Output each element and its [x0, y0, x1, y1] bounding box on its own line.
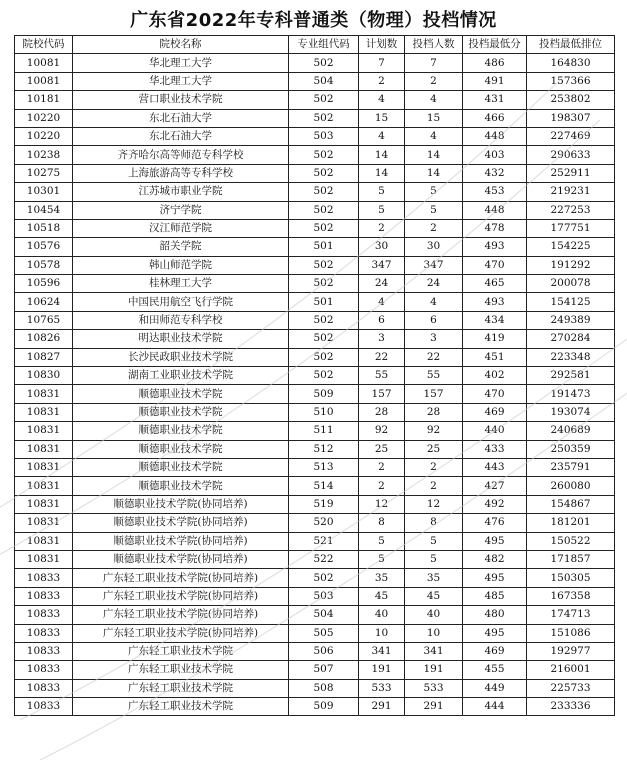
cell-min-rank: 260080 — [527, 477, 615, 495]
cell-min-rank: 193074 — [527, 403, 615, 421]
cell-school-name: 华北理工大学 — [73, 72, 289, 90]
cell-plan-count: 4 — [359, 91, 405, 109]
cell-plan-count: 35 — [359, 569, 405, 587]
cell-min-rank: 253802 — [527, 91, 615, 109]
cell-admitted-count: 8 — [405, 514, 463, 532]
cell-admitted-count: 10 — [405, 624, 463, 642]
cell-plan-count: 15 — [359, 109, 405, 127]
cell-admitted-count: 40 — [405, 606, 463, 624]
cell-plan-count: 14 — [359, 146, 405, 164]
cell-school-name: 广东轻工职业技术学院 — [73, 661, 289, 679]
cell-group-code: 502 — [289, 183, 359, 201]
cell-school-name: 广东轻工职业技术学院(协同培养) — [73, 606, 289, 624]
cell-min-score: 469 — [463, 642, 527, 660]
cell-min-rank: 154125 — [527, 293, 615, 311]
cell-min-rank: 171857 — [527, 550, 615, 568]
cell-school-name: 顺德职业技术学院 — [73, 403, 289, 421]
cell-admitted-count: 22 — [405, 348, 463, 366]
table-row — [15, 275, 615, 293]
cell-group-code: 502 — [289, 54, 359, 72]
cell-min-rank: 292581 — [527, 367, 615, 385]
cell-min-rank: 252911 — [527, 164, 615, 182]
cell-school-name: 顺德职业技术学院 — [73, 440, 289, 458]
cell-admitted-count: 28 — [405, 403, 463, 421]
cell-school-name: 顺德职业技术学院 — [73, 385, 289, 403]
cell-min-score: 403 — [463, 146, 527, 164]
cell-school-code: 10081 — [15, 54, 73, 72]
cell-admitted-count: 2 — [405, 219, 463, 237]
cell-admitted-count: 2 — [405, 477, 463, 495]
cell-plan-count: 157 — [359, 385, 405, 403]
cell-admitted-count: 291 — [405, 698, 463, 716]
cell-min-score: 453 — [463, 183, 527, 201]
cell-min-rank: 150522 — [527, 532, 615, 550]
cell-school-code: 10833 — [15, 569, 73, 587]
cell-school-name: 济宁学院 — [73, 201, 289, 219]
cell-admitted-count: 533 — [405, 679, 463, 697]
cell-plan-count: 291 — [359, 698, 405, 716]
cell-plan-count: 533 — [359, 679, 405, 697]
cell-min-score: 449 — [463, 679, 527, 697]
table-row — [15, 311, 615, 329]
cell-school-code: 10454 — [15, 201, 73, 219]
cell-group-code: 520 — [289, 514, 359, 532]
cell-min-score: 470 — [463, 256, 527, 274]
cell-admitted-count: 5 — [405, 183, 463, 201]
cell-min-score: 431 — [463, 91, 527, 109]
cell-min-score: 491 — [463, 72, 527, 90]
cell-min-score: 495 — [463, 532, 527, 550]
cell-min-rank: 174713 — [527, 606, 615, 624]
table-row — [15, 624, 615, 642]
cell-admitted-count: 30 — [405, 238, 463, 256]
cell-min-score: 478 — [463, 219, 527, 237]
cell-group-code: 502 — [289, 367, 359, 385]
table-row — [15, 330, 615, 348]
cell-min-rank: 250359 — [527, 440, 615, 458]
cell-plan-count: 8 — [359, 514, 405, 532]
cell-group-code: 502 — [289, 348, 359, 366]
table-row — [15, 440, 615, 458]
cell-min-rank: 227253 — [527, 201, 615, 219]
cell-min-rank: 150305 — [527, 569, 615, 587]
cell-min-score: 434 — [463, 311, 527, 329]
cell-plan-count: 10 — [359, 624, 405, 642]
cell-min-score: 444 — [463, 698, 527, 716]
cell-min-score: 493 — [463, 238, 527, 256]
cell-plan-count: 5 — [359, 532, 405, 550]
cell-plan-count: 341 — [359, 642, 405, 660]
cell-min-rank: 233336 — [527, 698, 615, 716]
cell-min-rank: 227469 — [527, 127, 615, 145]
cell-school-name: 广东轻工职业技术学院 — [73, 698, 289, 716]
cell-school-code: 10833 — [15, 606, 73, 624]
cell-min-rank: 181201 — [527, 514, 615, 532]
page-title: 广东省2022年专科普通类（物理）投档情况 — [130, 10, 497, 31]
cell-min-score: 480 — [463, 606, 527, 624]
cell-min-rank: 249389 — [527, 311, 615, 329]
cell-min-score: 482 — [463, 550, 527, 568]
table-row — [15, 72, 615, 90]
cell-min-rank: 191473 — [527, 385, 615, 403]
cell-admitted-count: 5 — [405, 532, 463, 550]
table-row — [15, 661, 615, 679]
admission-table — [14, 35, 615, 716]
cell-school-code: 10831 — [15, 440, 73, 458]
cell-school-code: 10833 — [15, 624, 73, 642]
header-group-code: 专业组代码 — [289, 36, 359, 54]
cell-min-score: 427 — [463, 477, 527, 495]
cell-school-name: 韩山师范学院 — [73, 256, 289, 274]
table-row — [15, 550, 615, 568]
cell-group-code: 522 — [289, 550, 359, 568]
cell-school-name: 江苏城市职业学院 — [73, 183, 289, 201]
cell-plan-count: 2 — [359, 477, 405, 495]
cell-plan-count: 4 — [359, 127, 405, 145]
cell-min-rank: 240689 — [527, 422, 615, 440]
cell-min-score: 495 — [463, 624, 527, 642]
cell-group-code: 502 — [289, 311, 359, 329]
cell-school-code: 10831 — [15, 385, 73, 403]
cell-admitted-count: 55 — [405, 367, 463, 385]
cell-min-rank: 192977 — [527, 642, 615, 660]
cell-school-code: 10831 — [15, 422, 73, 440]
cell-school-code: 10826 — [15, 330, 73, 348]
cell-group-code: 514 — [289, 477, 359, 495]
table-row — [15, 109, 615, 127]
cell-school-code: 10831 — [15, 458, 73, 476]
cell-min-rank: 167358 — [527, 587, 615, 605]
cell-school-name: 顺德职业技术学院 — [73, 458, 289, 476]
cell-admitted-count: 14 — [405, 164, 463, 182]
cell-group-code: 502 — [289, 330, 359, 348]
cell-school-name: 广东轻工职业技术学院(协同培养) — [73, 587, 289, 605]
table-row — [15, 642, 615, 660]
cell-group-code: 502 — [289, 569, 359, 587]
cell-admitted-count: 5 — [405, 550, 463, 568]
cell-min-rank: 177751 — [527, 219, 615, 237]
cell-min-score: 485 — [463, 587, 527, 605]
table-row — [15, 219, 615, 237]
cell-min-score: 495 — [463, 569, 527, 587]
cell-min-rank: 219231 — [527, 183, 615, 201]
table-body — [15, 54, 615, 716]
cell-plan-count: 14 — [359, 164, 405, 182]
cell-group-code: 507 — [289, 661, 359, 679]
cell-min-score: 451 — [463, 348, 527, 366]
cell-admitted-count: 92 — [405, 422, 463, 440]
cell-min-rank: 270284 — [527, 330, 615, 348]
cell-school-name: 湖南工业职业技术学院 — [73, 367, 289, 385]
table-row — [15, 164, 615, 182]
cell-school-code: 10831 — [15, 514, 73, 532]
cell-admitted-count: 3 — [405, 330, 463, 348]
table-row — [15, 293, 615, 311]
cell-group-code: 502 — [289, 201, 359, 219]
cell-min-score: 469 — [463, 403, 527, 421]
cell-plan-count: 7 — [359, 54, 405, 72]
cell-group-code: 502 — [289, 164, 359, 182]
cell-min-rank: 223348 — [527, 348, 615, 366]
cell-min-rank: 191292 — [527, 256, 615, 274]
cell-school-code: 10238 — [15, 146, 73, 164]
cell-school-code: 10765 — [15, 311, 73, 329]
cell-group-code: 502 — [289, 146, 359, 164]
cell-min-rank: 200078 — [527, 275, 615, 293]
cell-school-code: 10831 — [15, 495, 73, 513]
cell-min-score: 465 — [463, 275, 527, 293]
cell-plan-count: 2 — [359, 72, 405, 90]
cell-min-score: 486 — [463, 54, 527, 72]
cell-school-name: 上海旅游高等专科学校 — [73, 164, 289, 182]
cell-group-code: 513 — [289, 458, 359, 476]
cell-school-code: 10596 — [15, 275, 73, 293]
cell-min-rank: 290633 — [527, 146, 615, 164]
cell-group-code: 502 — [289, 109, 359, 127]
cell-school-code: 10833 — [15, 642, 73, 660]
cell-admitted-count: 2 — [405, 458, 463, 476]
header-min-score: 投档最低分 — [463, 36, 527, 54]
header-min-rank: 投档最低排位 — [527, 36, 615, 54]
cell-min-score: 419 — [463, 330, 527, 348]
cell-group-code: 504 — [289, 72, 359, 90]
cell-school-code: 10578 — [15, 256, 73, 274]
cell-min-score: 448 — [463, 127, 527, 145]
cell-school-code: 10624 — [15, 293, 73, 311]
cell-school-code: 10081 — [15, 72, 73, 90]
cell-admitted-count: 191 — [405, 661, 463, 679]
cell-plan-count: 30 — [359, 238, 405, 256]
cell-admitted-count: 157 — [405, 385, 463, 403]
cell-school-name: 明达职业技术学院 — [73, 330, 289, 348]
cell-min-score: 440 — [463, 422, 527, 440]
cell-min-score: 476 — [463, 514, 527, 532]
cell-school-name: 广东轻工职业技术学院 — [73, 642, 289, 660]
cell-plan-count: 45 — [359, 587, 405, 605]
cell-plan-count: 2 — [359, 219, 405, 237]
cell-school-code: 10301 — [15, 183, 73, 201]
cell-school-code: 10220 — [15, 109, 73, 127]
cell-min-score: 466 — [463, 109, 527, 127]
cell-group-code: 505 — [289, 624, 359, 642]
cell-plan-count: 28 — [359, 403, 405, 421]
table-row — [15, 127, 615, 145]
cell-group-code: 501 — [289, 238, 359, 256]
cell-school-code: 10831 — [15, 550, 73, 568]
table-header-row — [15, 36, 615, 54]
cell-group-code: 502 — [289, 91, 359, 109]
cell-plan-count: 347 — [359, 256, 405, 274]
cell-group-code: 506 — [289, 642, 359, 660]
cell-admitted-count: 15 — [405, 109, 463, 127]
cell-school-name: 和田师范专科学校 — [73, 311, 289, 329]
cell-admitted-count: 4 — [405, 127, 463, 145]
cell-min-score: 448 — [463, 201, 527, 219]
table-row — [15, 348, 615, 366]
cell-admitted-count: 4 — [405, 91, 463, 109]
table-row — [15, 477, 615, 495]
table-row — [15, 403, 615, 421]
cell-admitted-count: 12 — [405, 495, 463, 513]
table-row — [15, 458, 615, 476]
header-school-code: 院校代码 — [15, 36, 73, 54]
table-row — [15, 679, 615, 697]
cell-plan-count: 12 — [359, 495, 405, 513]
cell-min-rank: 154225 — [527, 238, 615, 256]
cell-plan-count: 4 — [359, 293, 405, 311]
cell-plan-count: 5 — [359, 201, 405, 219]
cell-plan-count: 6 — [359, 311, 405, 329]
table-row — [15, 385, 615, 403]
table-row — [15, 606, 615, 624]
cell-plan-count: 22 — [359, 348, 405, 366]
cell-group-code: 521 — [289, 532, 359, 550]
cell-min-rank: 216001 — [527, 661, 615, 679]
cell-school-code: 10275 — [15, 164, 73, 182]
cell-school-code: 10833 — [15, 661, 73, 679]
cell-min-score: 432 — [463, 164, 527, 182]
cell-group-code: 504 — [289, 606, 359, 624]
cell-group-code: 512 — [289, 440, 359, 458]
cell-min-rank: 235791 — [527, 458, 615, 476]
header-plan-count: 计划数 — [359, 36, 405, 54]
cell-school-name: 广东轻工职业技术学院 — [73, 679, 289, 697]
table-row — [15, 183, 615, 201]
cell-min-score: 443 — [463, 458, 527, 476]
cell-plan-count: 5 — [359, 550, 405, 568]
cell-plan-count: 5 — [359, 183, 405, 201]
cell-min-rank: 154867 — [527, 495, 615, 513]
header-admitted-count: 投档人数 — [405, 36, 463, 54]
cell-plan-count: 24 — [359, 275, 405, 293]
cell-plan-count: 92 — [359, 422, 405, 440]
cell-admitted-count: 14 — [405, 146, 463, 164]
cell-school-code: 10576 — [15, 238, 73, 256]
cell-min-score: 492 — [463, 495, 527, 513]
cell-plan-count: 3 — [359, 330, 405, 348]
cell-group-code: 510 — [289, 403, 359, 421]
cell-min-rank: 225733 — [527, 679, 615, 697]
cell-admitted-count: 25 — [405, 440, 463, 458]
cell-plan-count: 55 — [359, 367, 405, 385]
table-row — [15, 422, 615, 440]
cell-admitted-count: 7 — [405, 54, 463, 72]
table-row — [15, 495, 615, 513]
cell-group-code: 502 — [289, 219, 359, 237]
cell-min-score: 402 — [463, 367, 527, 385]
cell-school-code: 10220 — [15, 127, 73, 145]
cell-school-name: 营口职业技术学院 — [73, 91, 289, 109]
cell-school-code: 10831 — [15, 532, 73, 550]
cell-admitted-count: 5 — [405, 201, 463, 219]
cell-plan-count: 25 — [359, 440, 405, 458]
cell-admitted-count: 341 — [405, 642, 463, 660]
cell-school-name: 广东轻工职业技术学院(协同培养) — [73, 624, 289, 642]
cell-school-code: 10827 — [15, 348, 73, 366]
cell-group-code: 503 — [289, 127, 359, 145]
cell-school-name: 长沙民政职业技术学院 — [73, 348, 289, 366]
cell-school-name: 顺德职业技术学院(协同培养) — [73, 532, 289, 550]
cell-school-name: 顺德职业技术学院 — [73, 477, 289, 495]
cell-school-code: 10833 — [15, 587, 73, 605]
table-row — [15, 146, 615, 164]
cell-school-name: 桂林理工大学 — [73, 275, 289, 293]
cell-school-name: 中国民用航空飞行学院 — [73, 293, 289, 311]
cell-group-code: 503 — [289, 587, 359, 605]
cell-plan-count: 191 — [359, 661, 405, 679]
cell-admitted-count: 4 — [405, 293, 463, 311]
header-school-name: 院校名称 — [73, 36, 289, 54]
cell-school-name: 汉江师范学院 — [73, 219, 289, 237]
table-row — [15, 91, 615, 109]
table-row — [15, 201, 615, 219]
cell-plan-count: 2 — [359, 458, 405, 476]
cell-min-score: 470 — [463, 385, 527, 403]
cell-school-name: 广东轻工职业技术学院(协同培养) — [73, 569, 289, 587]
cell-admitted-count: 2 — [405, 72, 463, 90]
cell-school-name: 顺德职业技术学院(协同培养) — [73, 514, 289, 532]
table-row — [15, 698, 615, 716]
table-row — [15, 238, 615, 256]
cell-admitted-count: 24 — [405, 275, 463, 293]
table-row — [15, 514, 615, 532]
cell-group-code: 509 — [289, 385, 359, 403]
table-row — [15, 532, 615, 550]
cell-school-code: 10833 — [15, 679, 73, 697]
cell-school-code: 10181 — [15, 91, 73, 109]
cell-min-rank: 151086 — [527, 624, 615, 642]
cell-group-code: 511 — [289, 422, 359, 440]
cell-min-rank: 164830 — [527, 54, 615, 72]
cell-school-code: 10831 — [15, 477, 73, 495]
cell-group-code: 519 — [289, 495, 359, 513]
cell-admitted-count: 347 — [405, 256, 463, 274]
cell-group-code: 508 — [289, 679, 359, 697]
cell-school-code: 10833 — [15, 698, 73, 716]
cell-admitted-count: 6 — [405, 311, 463, 329]
cell-group-code: 501 — [289, 293, 359, 311]
cell-min-score: 493 — [463, 293, 527, 311]
cell-min-score: 455 — [463, 661, 527, 679]
cell-school-name: 顺德职业技术学院(协同培养) — [73, 550, 289, 568]
cell-school-name: 齐齐哈尔高等师范专科学校 — [73, 146, 289, 164]
cell-min-rank: 157366 — [527, 72, 615, 90]
cell-admitted-count: 45 — [405, 587, 463, 605]
cell-school-name: 东北石油大学 — [73, 109, 289, 127]
cell-group-code: 502 — [289, 256, 359, 274]
cell-min-rank: 198307 — [527, 109, 615, 127]
table-row — [15, 587, 615, 605]
table-row — [15, 569, 615, 587]
cell-plan-count: 40 — [359, 606, 405, 624]
cell-school-name: 韶关学院 — [73, 238, 289, 256]
table-row — [15, 367, 615, 385]
table-row — [15, 54, 615, 72]
cell-min-score: 433 — [463, 440, 527, 458]
table-row — [15, 256, 615, 274]
cell-school-code: 10831 — [15, 403, 73, 421]
cell-school-code: 10518 — [15, 219, 73, 237]
cell-group-code: 509 — [289, 698, 359, 716]
cell-school-name: 顺德职业技术学院 — [73, 422, 289, 440]
cell-school-name: 华北理工大学 — [73, 54, 289, 72]
cell-admitted-count: 35 — [405, 569, 463, 587]
cell-group-code: 502 — [289, 275, 359, 293]
cell-school-code: 10830 — [15, 367, 73, 385]
cell-school-name: 东北石油大学 — [73, 127, 289, 145]
cell-school-name: 顺德职业技术学院(协同培养) — [73, 495, 289, 513]
